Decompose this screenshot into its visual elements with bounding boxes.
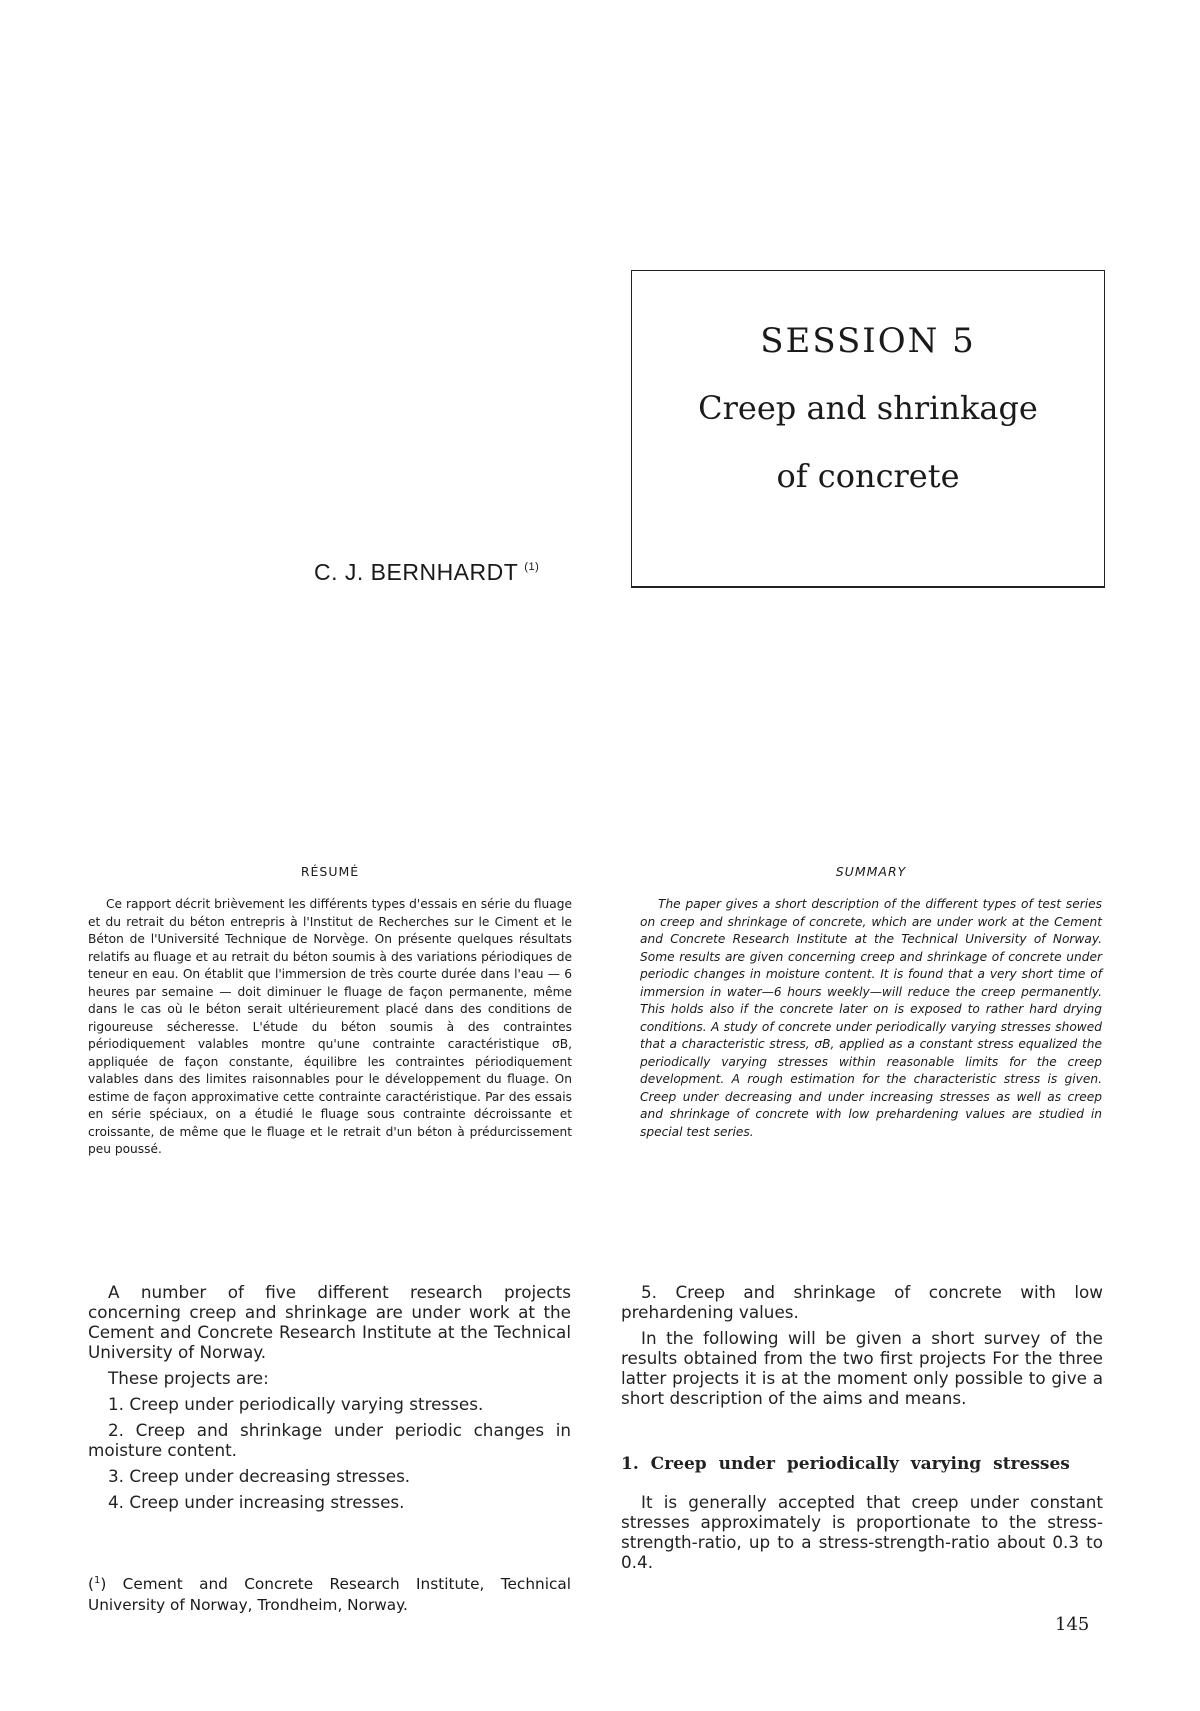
- body-left-column: [88, 1282, 571, 1512]
- list-item: 3. Creep under decreasing stresses.: [108, 1466, 411, 1486]
- author-footnote-mark: (1): [524, 561, 540, 573]
- session-subtitle-line1: Creep and shrinkage: [698, 389, 1038, 427]
- author-name: C. J. BERNHARDT: [314, 559, 519, 585]
- footnote-mark: 1: [93, 1575, 101, 1586]
- resume-text: Ce rapport décrit brièvement les différents types d'essais en série du fluage et du retrait du béton entrepris à l'Institut de Recherches sur le Ciment et le Béton de l'Université Technique de Norvège. On présente quelques résultats relatifs au fluage et au retrait du béton soumis à des variations périodiques de teneur en eau. On établit que l'immersion de très courte durée dans l'eau — 6 heures par semaine — doit diminuer le fluage de façon permanente, même dans le cas où le béton serait ultérieurement placé dans des conditions de rigoureuse sécheresse. L'étude du béton soumis à des contraintes périodiquement valables montre qu'une contrainte caractéristique σB, appliquée de façon constante, équilibre les contraintes périodiquement valables dans des limites raisonnables pour le développement du fluage. On estime de façon approximative cette contrainte caractéristique. Par des essais en série spéciaux, on a étudié le fluage sous contrainte décroissante et croissante, de même que le fluage et le retrait d'un béton à prédurcissement peu poussé.: [88, 897, 572, 1156]
- list-item: 1. Creep under periodically varying stresses.: [108, 1394, 484, 1414]
- footnote-text: Cement and Concrete Research Institute, Technical University of Norway, Trondheim, Norway.: [88, 1575, 571, 1615]
- session-title: SESSION 5: [760, 321, 976, 361]
- page-number: 145: [1055, 1614, 1090, 1635]
- resume-heading: RÉSUMÉ: [300, 864, 360, 879]
- section-heading: 1. Creep under periodically varying stresses: [621, 1454, 1070, 1474]
- list-item: 2. Creep and shrinkage under periodic changes in moisture content.: [88, 1420, 571, 1460]
- section-paragraph: It is generally accepted that creep under constant stresses approximately is proportionate to the stress-strength-ratio, up to a stress-strength-ratio about 0.3 to 0.4.: [621, 1492, 1103, 1572]
- survey-paragraph: In the following will be given a short survey of the results obtained from the two first projects For the three latter projects it is at the moment only possible to give a short description of the aims and means.: [621, 1328, 1103, 1408]
- author: [314, 559, 539, 586]
- intro-paragraph: A number of five different research projects concerning creep and shrinkage are under work at the Cement and Concrete Research Institute at the Technical University of Norway.: [88, 1282, 571, 1362]
- summary-heading: SUMMARY: [835, 864, 907, 879]
- session-box: [631, 270, 1105, 588]
- session-subtitle-line2: of concrete: [776, 457, 960, 495]
- list-item: 4. Creep under increasing stresses.: [108, 1492, 405, 1512]
- footnote: ($^1$) Cement and Concrete Research Institute, Technical University of Norway, Trondheim, Norway.: [88, 1575, 571, 1615]
- list-item: 5. Creep and shrinkage of concrete with low prehardening values.: [621, 1282, 1103, 1322]
- body-right-column: [621, 1282, 1103, 1572]
- summary-text: The paper gives a short description of the different types of test series on creep and shrinkage of concrete, which are under work at the Cement and Concrete Research Institute at the Technical University of Norway. Some results are given concerning creep and shrinkage of concrete under periodic changes in moisture content. It is found that a very short time of immersion in water—6 hours weekly—will reduce the creep permanently. This holds also if the concrete later on is exposed to rather hard drying conditions. A study of concrete under periodically varying stresses showed that a characteristic stress, σB, applied as a constant stress equalized the periodically varying stresses within reasonable limits for the creep development. A rough estimation for the characteristic stress is given. Creep under decreasing and under increasing stresses as well as creep and shrinkage of concrete with low prehardening values are studied in special test series.: [640, 897, 1102, 1139]
- projects-lead: These projects are:: [108, 1368, 269, 1388]
